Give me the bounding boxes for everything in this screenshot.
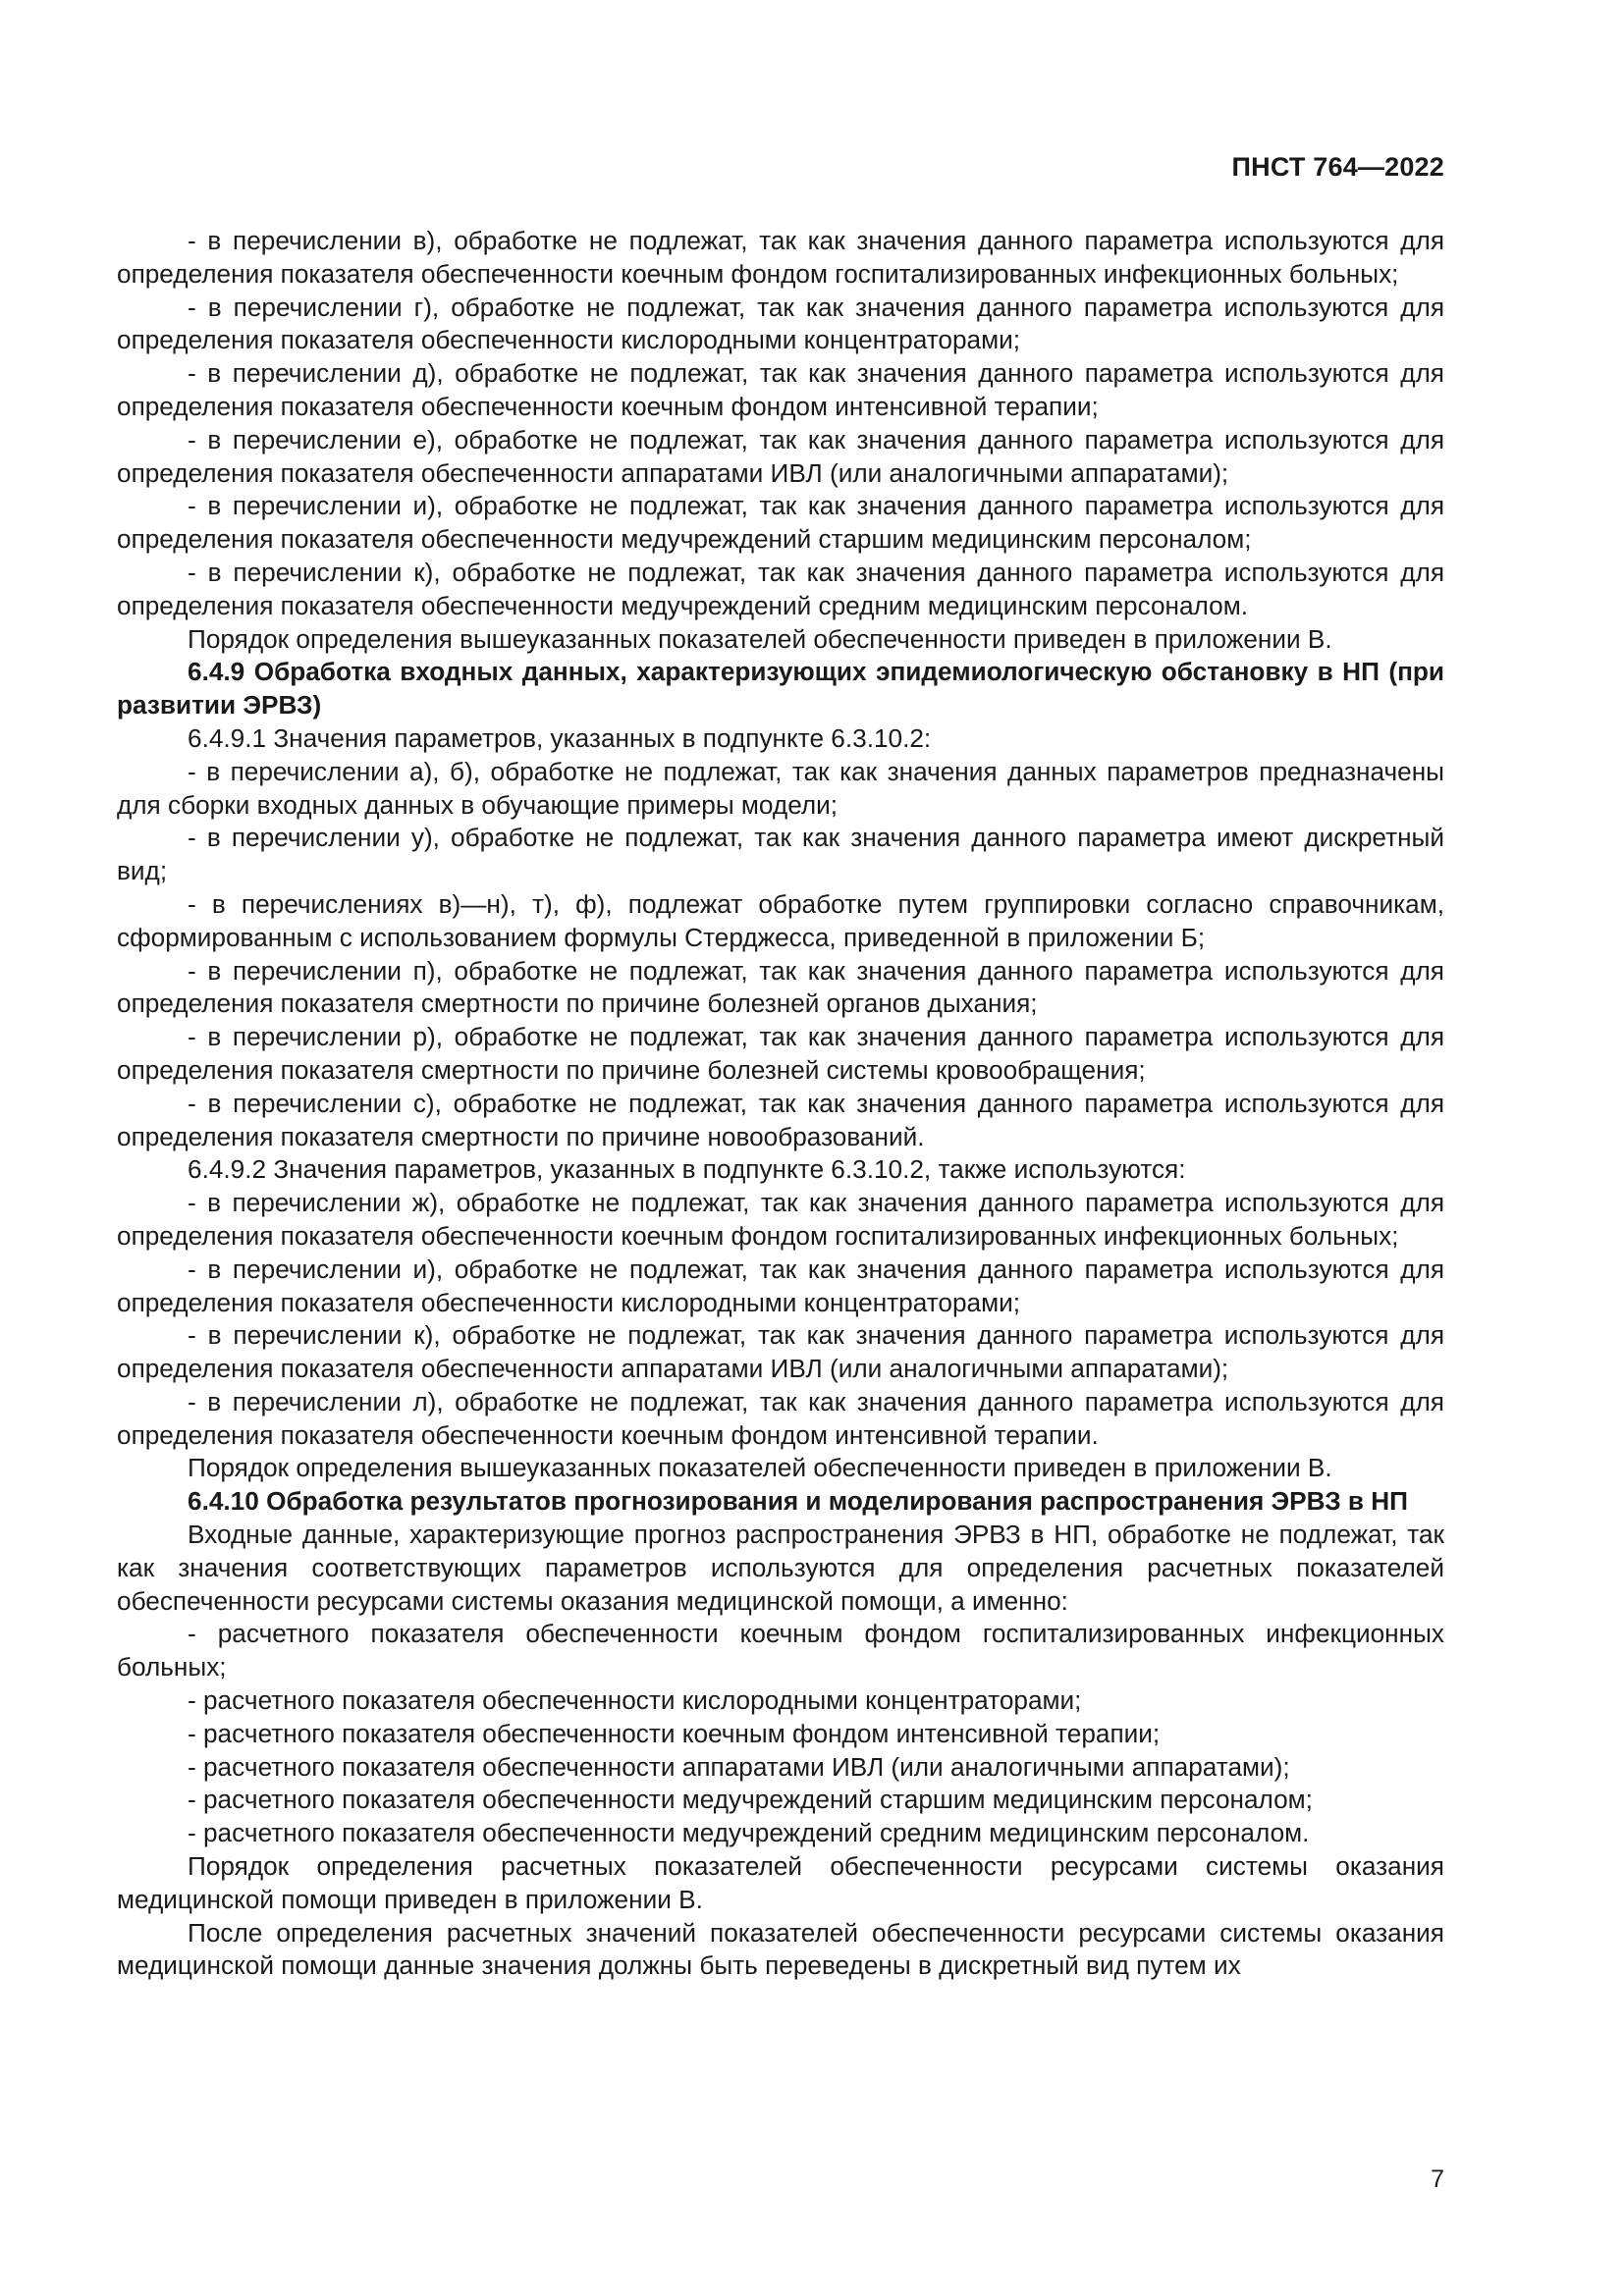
- paragraph: - расчетного показателя обеспеченности коечным фондом интенсивной терапии;: [188, 1718, 1161, 1748]
- paragraph: - в перечислении с), обработке не подлежат, так как значения данного параметра используются для определения показателя смертности по причине новообразований.: [117, 1088, 1444, 1151]
- document-code: ПНСТ 764—2022: [1231, 152, 1444, 182]
- section-heading: 6.4.9 Обработка входных данных, характеризующих эпидемиологическую обстановку в НП (при развитии ЭРВЗ): [117, 657, 1444, 721]
- paragraph: - расчетного показателя обеспеченности коечным фондом госпитализированных инфекционных больных;: [117, 1619, 1444, 1682]
- paragraph: Порядок определения вышеуказанных показателей обеспеченности приведен в приложении В.: [188, 623, 1332, 654]
- paragraph: - в перечислении а), б), обработке не подлежат, так как значения данных параметров предназначены для сборки входных данных в обучающие примеры модели;: [117, 756, 1444, 820]
- document-body: [117, 225, 1444, 1983]
- paragraph: - расчетного показателя обеспеченности аппаратами ИВЛ (или аналогичными аппаратами);: [188, 1751, 1290, 1782]
- paragraph: - в перечислении к), обработке не подлежат, так как значения данного параметра используются для определения показателя обеспеченности аппаратами ИВЛ (или аналогичными аппаратами);: [117, 1320, 1444, 1384]
- paragraph: - в перечислении ж), обработке не подлежат, так как значения данного параметра используются для определения показателя обеспеченности коечным фондом госпитализированных инфекционных больных;: [117, 1188, 1444, 1251]
- page-number: 7: [1431, 2165, 1444, 2193]
- paragraph: - расчетного показателя обеспеченности медучреждений старшим медицинским персоналом;: [188, 1785, 1313, 1815]
- paragraph: - расчетного показателя обеспеченности медучреждений средним медицинским персоналом.: [188, 1818, 1310, 1848]
- paragraph: - расчетного показателя обеспеченности кислородными концентраторами;: [188, 1685, 1082, 1716]
- paragraph: - в перечислении р), обработке не подлежат, так как значения данного параметра используются для определения показателя смертности по причине болезней системы кровообращения;: [117, 1022, 1444, 1085]
- paragraph: 6.4.9.1 Значения параметров, указанных в подпункте 6.3.10.2:: [188, 722, 932, 753]
- paragraph: - в перечислении и), обработке не подлежат, так как значения данного параметра используются для определения показателя обеспеченности кислородными концентраторами;: [117, 1254, 1444, 1317]
- paragraph: - в перечислении в), обработке не подлежат, так как значения данного параметра используются для определения показателя обеспеченности коечным фондом госпитализированных инфекционных больных;: [117, 226, 1444, 289]
- paragraph: - в перечислении у), обработке не подлежат, так как значения данного параметра имеют дискретный вид;: [117, 823, 1444, 886]
- paragraph: - в перечислении и), обработке не подлежат, так как значения данного параметра используются для определения показателя обеспеченности медучреждений старшим медицинским персоналом;: [117, 491, 1444, 555]
- section-heading: 6.4.10 Обработка результатов прогнозирования и моделирования распространения ЭРВЗ в НП: [188, 1486, 1408, 1517]
- paragraph: После определения расчетных значений показателей обеспеченности ресурсами системы оказания медицинской помощи данные значения должны быть переведены в дискретный вид путем их: [117, 1917, 1444, 1981]
- paragraph: Порядок определения расчетных показателей обеспеченности ресурсами системы оказания медицинской помощи приведен в приложении В.: [117, 1851, 1444, 1914]
- paragraph: - в перечислении е), обработке не подлежат, так как значения данного параметра используются для определения показателя обеспеченности аппаратами ИВЛ (или аналогичными аппаратами);: [117, 424, 1444, 488]
- paragraph: - в перечислении д), обработке не подлежат, так как значения данного параметра используются для определения показателя обеспеченности коечным фондом интенсивной терапии;: [117, 358, 1444, 421]
- paragraph: - в перечислениях в)—н), т), ф), подлежат обработке путем группировки согласно справочникам, сформированным с использованием формулы Стерджесса, приведенной в приложении Б;: [117, 888, 1444, 952]
- paragraph: - в перечислении г), обработке не подлежат, так как значения данного параметра используются для определения показателя обеспеченности кислородными концентраторами;: [117, 292, 1444, 355]
- paragraph: Порядок определения вышеуказанных показателей обеспеченности приведен в приложении В.: [188, 1453, 1332, 1483]
- paragraph: - в перечислении к), обработке не подлежат, так как значения данного параметра используются для определения показателя обеспеченности медучреждений средним медицинским персоналом.: [117, 557, 1444, 620]
- paragraph: 6.4.9.2 Значения параметров, указанных в подпункте 6.3.10.2, также используются:: [188, 1154, 1186, 1185]
- paragraph: - в перечислении п), обработке не подлежат, так как значения данного параметра используются для определения показателя смертности по причине болезней органов дыхания;: [117, 955, 1444, 1019]
- paragraph: - в перечислении л), обработке не подлежат, так как значения данного параметра используются для определения показателя обеспеченности коечным фондом интенсивной терапии.: [117, 1386, 1444, 1450]
- paragraph: Входные данные, характеризующие прогноз распространения ЭРВЗ в НП, обработке не подлежат, так как значения соответствующих параметров используются для определения расчетных показателей обеспеченности ресурсами системы оказания медицинской помощи, а именно:: [117, 1520, 1444, 1616]
